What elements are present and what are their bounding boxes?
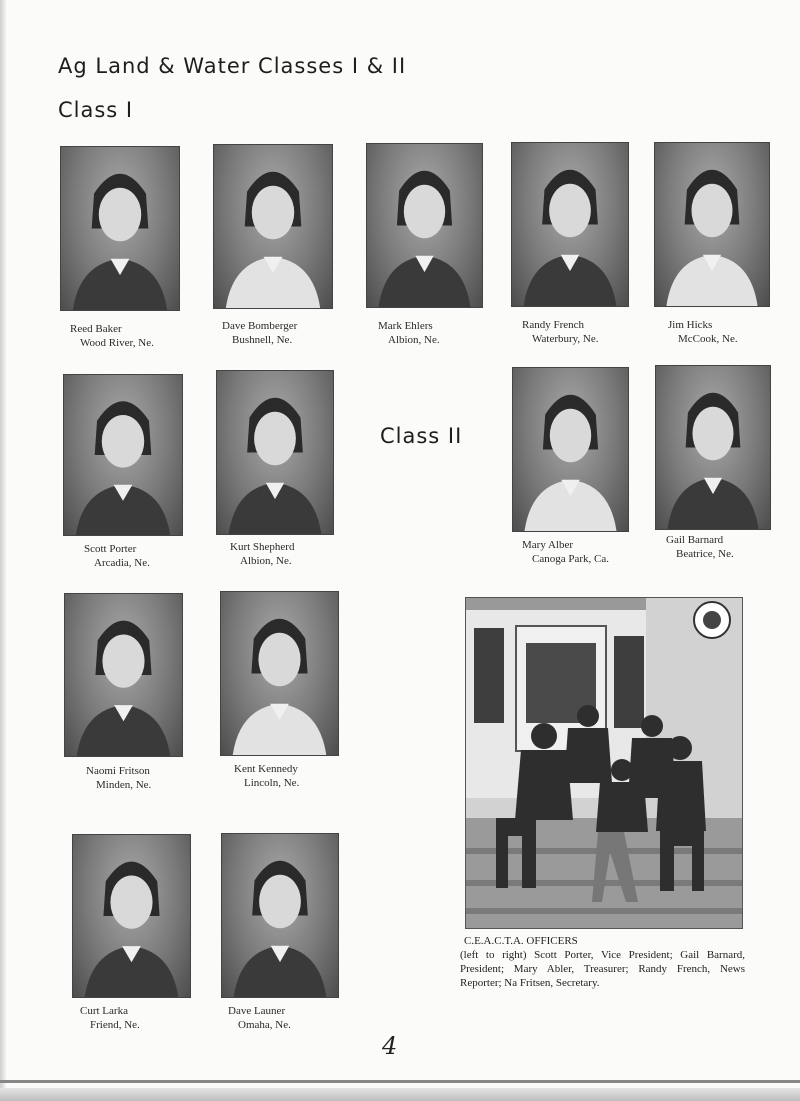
portrait-photo — [72, 834, 191, 998]
person-name: Jim Hicks — [668, 319, 713, 331]
portrait-photo — [512, 367, 629, 532]
officers-heading: C.E.A.C.T.A. OFFICERS — [464, 935, 578, 947]
officers-body: (left to right) Scott Porter, Vice President; Gail Barnard, President; Mary Abler, Treasurer; Randy French, News Reporter; Na Fritsen, Secretary. — [460, 949, 745, 989]
person-hometown: Canoga Park, Ca. — [532, 553, 609, 565]
portrait-caption — [668, 318, 738, 346]
officers-group-photo — [465, 597, 743, 929]
portrait-caption — [70, 322, 154, 350]
portrait-caption — [228, 1004, 291, 1032]
person-name: Dave Launer — [228, 1005, 286, 1017]
person-name: Mary Alber — [522, 539, 574, 551]
portrait-caption — [378, 319, 440, 347]
person-name: Reed Baker — [70, 323, 122, 335]
page-title: Ag Land & Water Classes I & II — [58, 54, 407, 78]
person-name: Randy French — [522, 319, 585, 331]
person-hometown: McCook, Ne. — [678, 333, 738, 345]
person-name: Curt Larka — [80, 1005, 128, 1017]
person-name: Naomi Fritson — [86, 765, 150, 777]
person-hometown: Omaha, Ne. — [238, 1019, 291, 1031]
portrait-caption — [222, 319, 297, 347]
portrait-photo — [511, 142, 629, 307]
class-1-heading: Class I — [58, 98, 134, 122]
page-binding-edge — [0, 0, 6, 1101]
portrait-photo — [655, 365, 771, 530]
portrait-photo — [64, 593, 183, 757]
portrait-caption — [666, 533, 734, 561]
person-name: Gail Barnard — [666, 534, 724, 546]
page-number: 4 — [382, 1032, 398, 1060]
portrait-photo — [60, 146, 180, 311]
person-hometown: Albion, Ne. — [240, 555, 292, 567]
officers-caption — [460, 934, 745, 990]
portrait-caption — [84, 542, 150, 570]
portrait-photo — [654, 142, 770, 307]
portrait-photo — [63, 374, 183, 536]
portrait-photo — [216, 370, 334, 535]
portrait-caption — [234, 762, 299, 790]
person-name: Kent Kennedy — [234, 763, 298, 775]
person-hometown: Friend, Ne. — [90, 1019, 140, 1031]
portrait-caption — [80, 1004, 140, 1032]
person-hometown: Bushnell, Ne. — [232, 334, 293, 346]
portrait-caption — [522, 538, 609, 566]
person-hometown: Waterbury, Ne. — [532, 333, 599, 345]
person-name: Scott Porter — [84, 543, 137, 555]
page-bottom-shadow — [0, 1088, 800, 1101]
page-bottom-rule — [0, 1080, 800, 1083]
person-hometown: Minden, Ne. — [96, 779, 152, 791]
person-name: Dave Bomberger — [222, 320, 298, 332]
portrait-photo — [213, 144, 333, 309]
portrait-photo — [220, 591, 339, 756]
portrait-photo — [366, 143, 483, 308]
portrait-photo — [221, 833, 339, 998]
portrait-caption — [230, 540, 294, 568]
person-name: Mark Ehlers — [378, 320, 433, 332]
person-hometown: Beatrice, Ne. — [676, 548, 734, 560]
person-hometown: Wood River, Ne. — [80, 337, 154, 349]
person-hometown: Arcadia, Ne. — [94, 557, 150, 569]
person-hometown: Albion, Ne. — [388, 334, 440, 346]
person-hometown: Lincoln, Ne. — [244, 777, 300, 789]
person-name: Kurt Shepherd — [230, 541, 295, 553]
portrait-caption — [522, 318, 599, 346]
class-2-heading: Class II — [380, 424, 463, 448]
portrait-caption — [86, 764, 151, 792]
